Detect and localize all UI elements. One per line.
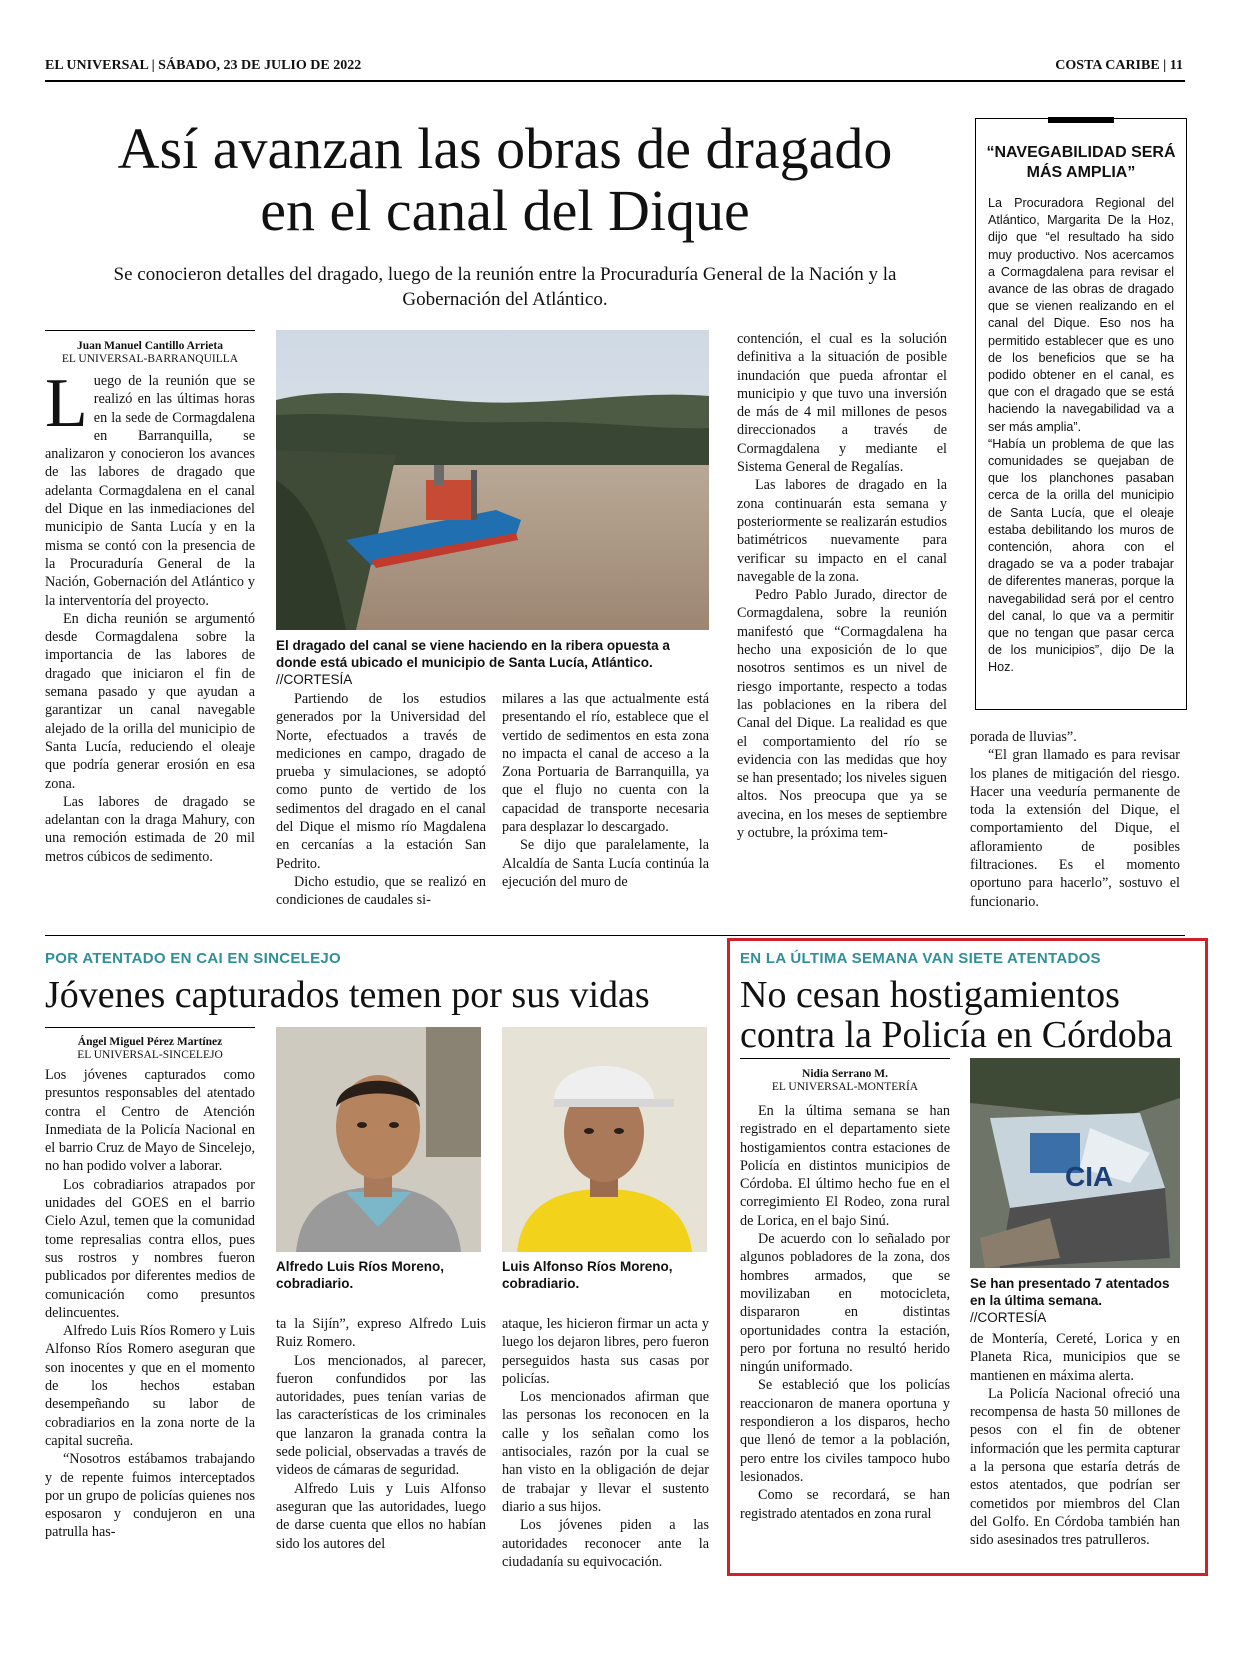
story3-headline: No cesan hostigamientos contra la Policía en Córdoba [740, 974, 1173, 1056]
story1-headline: Así avanzan las obras de dragado en el canal del Dique [117, 116, 893, 243]
sidebar-top-bar [1048, 117, 1114, 123]
story2-kicker: POR ATENTADO EN CAI EN SINCELEJO [45, 950, 342, 967]
story3-column-2 [970, 1330, 1180, 1550]
photo-sign-text: CIA [1065, 1161, 1114, 1192]
story3-caption [970, 1275, 1180, 1326]
sidebar-box [975, 118, 1187, 710]
story1-paragraph: Pedro Pablo Jurado, director de Cormagdalena, sobre la reunión manifestó que “Cormagdalena ha hecho una exposición de lo que nosotros sentimos es un nivel de riesgo importante, respecto a todas las poblaciones en la ribera del Canal del Dique. La realidad es que el comportamiento del río se evidencia con las medidas que hoy se han presentado; los niveles siguen altos. Nos preocupa que ya se avecina, en los meses de septiembre y octubre, la próxima tem- [737, 587, 947, 842]
author-org: EL UNIVERSAL-BARRANQUILLA [61, 353, 239, 365]
sidebar-text [976, 195, 1186, 677]
portrait-graphic [502, 1027, 707, 1252]
story2-paragraph: Alfredo Luis Ríos Romero y Luis Alfonso Ríos Romero aseguran que son inocentes y que en el momento de los hechos estaban desempeñando su labor de cobradiarios en la zona norte de la capital sucreña. [45, 1323, 255, 1449]
story2-paragraph: ataque, les hicieron firmar un acta y luego los dejaron libres, pero fueron perseguidos hasta sus casas por policías. [502, 1316, 709, 1387]
header-rule [45, 80, 1185, 82]
story1-deck: Se conocieron detalles del dragado, luego de la reunión entre la Procuraduría General de la Nación y la Gobernación del Atlántico. [113, 264, 897, 310]
story3-byline [740, 1068, 950, 1094]
damaged-cai-graphic [970, 1058, 1180, 1268]
byline-rule [45, 1027, 255, 1028]
sidebar-title: “NAVEGABILIDAD SERÁ MÁS AMPLIA” [986, 144, 1176, 181]
damaged-cai-photo [970, 1058, 1180, 1268]
sidebar-paragraph: “Había un problema de que las comunidades se quejaban de que los planchones pasaban cerca de la orilla del municipio de Santa Lucía, que el oleaje estaba debilitando los muros de contención, ahora con el dragado se va a poder trabajar de diferentes maneras, porque la navegabilidad será por el centro del canal, lo que va a permitir que no tengan que pasar cerca de los municipios”, dijo De la Hoz. [988, 436, 1174, 675]
story1-column-2 [276, 690, 486, 910]
story3-paragraph: De acuerdo con lo señalado por algunos pobladores de la zona, dos hombres armados, que se movilizaban en motocicleta, dispararon en distintas oportunidades contra la estación, pero por fortuna no resultó herido ningún uniformado. [740, 1231, 950, 1376]
author-name: Nidia Serrano M. [802, 1068, 888, 1080]
story1-caption [276, 637, 709, 688]
story1-column-4 [737, 330, 947, 842]
story3-paragraph: Como se recordará, se han registrado atentados en zona rural [740, 1487, 950, 1522]
caption-luis: Luis Alfonso Ríos Moreno, cobradiario. [502, 1259, 673, 1291]
story1-column-5 [970, 728, 1180, 911]
story2-paragraph: Los jóvenes capturados como presuntos responsables del atentado contra el Centro de Atención Inmediata de la Policía Nacional en el barrio Cruz de Mayo de Sincelejo, no han podido volver a laborar. [45, 1067, 255, 1175]
caption-credit: //CORTESÍA [970, 1310, 1047, 1325]
portrait-luis [502, 1027, 707, 1252]
story1-paragraph: Se dijo que paralelamente, la Alcaldía de Santa Lucía continúa la ejecución del muro de [502, 837, 709, 890]
dropcap: L [45, 365, 88, 442]
author-name: Ángel Miguel Pérez Martínez [77, 1036, 223, 1048]
story1-paragraph: Luego de la reunión que se realizó en las últimas horas en la sede de Cormagdalena en Barranquilla, se analizaron y conocieron los avances de las labores de dragado que adelanta Cormagdalena en el canal del Dique en las inmediaciones del municipio de Santa Lucía y en la misma se contó con la presencia de la Procuraduría General de la Nación, Gobernación del Atlántico y la interventoría del proyecto. [45, 365, 255, 609]
story1-paragraph: porada de lluvias”. [970, 729, 1077, 745]
author-name: Juan Manuel Cantillo Arrieta [77, 340, 223, 352]
story2-paragraph: Alfredo Luis y Luis Alfonso aseguran que las autoridades, luego de darse cuenta que ellos no habían sido los autores del [276, 1480, 486, 1552]
story1-paragraph: Partiendo de los estudios generados por la Universidad del Norte, efectuados a través de mediciones en campo, dragado de prueba y simulaciones, se adoptó como punto de vertido de los sedimentos del dragado en el canal del Dique el mismo río Magdalena en cercanías a la estación San Pedrito. [276, 691, 486, 872]
caption-text: Se han presentado 7 atentados en la última semana. [970, 1276, 1170, 1308]
story2-headline: Jóvenes capturados temen por sus vidas [45, 974, 650, 1016]
story2-paragraph: Los jóvenes piden a las autoridades reconocer ante la ciudadanía su equivocación. [502, 1517, 709, 1570]
story2-paragraph: “Nosotros estábamos trabajando y de repente fuimos interceptados por un grupo de policías quienes nos esposaron y condujeron en una patrulla has- [45, 1451, 255, 1541]
story1-paragraph: contención, el cual es la solución definitiva a la situación de posible inundación que pueda afrontar el municipio y que tuvo una inversión de más de 4 mil millones de pesos direccionados a través de Cormagdalena y mediante el Sistema General de Regalías. [737, 331, 947, 476]
caption-alfredo: Alfredo Luis Ríos Moreno, cobradiario. [276, 1259, 445, 1291]
author-org: EL UNIVERSAL-MONTERÍA [771, 1081, 919, 1093]
sidebar-paragraph: La Procuradora Regional del Atlántico, Margarita De la Hoz, dijo que “el resultado ha sido muy productivo. Nos acercamos a Cormagdalena para revisar el avance de las obras de dragado que se vienen realizando en el canal del Dique. Eso nos ha permitido establecer que es uno de los beneficios que se ha podido obtener en el canal, es que con el dragado que se está haciendo la navegabilidad va a ser más amplia”. [988, 196, 1174, 434]
story3-paragraph: Se estableció que los policías reaccionaron de manera oportuna y respondieron a los disparos, hecho que llenó de temor a la población, pero entre los civiles tampoco hubo lesionados. [740, 1377, 950, 1485]
story2-paragraph: ta la Sijín”, expreso Alfredo Luis Ruiz Romero. [276, 1316, 486, 1351]
story1-paragraph: Las labores de dragado se adelantan con la draga Mahury, con una remoción estimada de 20 mil metros cúbicos de sedimento. [45, 793, 255, 865]
story2-column-3 [502, 1315, 709, 1571]
story1-column-3 [502, 690, 709, 891]
portrait-alfredo [276, 1027, 481, 1252]
story3-column-1 [740, 1102, 950, 1523]
story2-column-1 [45, 1066, 255, 1542]
caption-credit: //CORTESÍA [276, 672, 353, 687]
page-header [45, 58, 1183, 80]
byline-rule [740, 1058, 950, 1059]
story2-paragraph: Los mencionados afirman que las personas los reconocen en la calle y los señalan como los antisociales, razón por la cual se han visto en la obligación de dejar de trabajar y llevar el sustento diario a sus hijos. [502, 1389, 709, 1515]
story1-paragraph: milares a las que actualmente está presentando el río, establece que el vertido de sedimentos en esta zona no impacta el canal de acceso a la Zona Portuaria de Barranquilla, ya que el flujo no cuenta con la capacidad de transporte necesaria para desplazar lo descargado. [502, 691, 709, 836]
story2-paragraph: Los cobradiarios atrapados por unidades del GOES en el barrio Cielo Azul, temen que la comunidad tome represalias contra ellos, pues sus rostros y nombres fueron publicados por diferentes medios de comunicación como presuntos delincuentes. [45, 1176, 255, 1321]
story1-paragraph: Dicho estudio, que se realizó en condiciones de caudales si- [276, 873, 486, 909]
dredge-photo [276, 330, 709, 630]
story3-paragraph: La Policía Nacional ofreció una recompensa de hasta 50 millones de pesos con el fin de obtener información que les permita capturar a la persona que estaría detrás de estos atentados, que podrían ser cometidos por miembros del Clan del Golfo. En Córdoba también han sido asesinados tres patrulleros. [970, 1385, 1180, 1549]
story1-paragraph: Las labores de dragado en la zona continuarán esta semana y posteriormente se realizarán estudios batimétricos nuevamente para verificar su impacto en el canal navegable de la zona. [737, 477, 947, 585]
story2-paragraph: Los mencionados, al parecer, fueron confundidos por las autoridades, pues tenían varias de las características de los criminales que lanzaron la granada contra la sede policial, observadas a través de videos de cámaras de seguridad. [276, 1352, 486, 1479]
story2-column-2 [276, 1315, 486, 1553]
dredge-photo-graphic [276, 330, 709, 630]
story1-column-1 [45, 365, 255, 866]
section-divider [45, 935, 1185, 936]
story3-paragraph: En la última semana se han registrado en el departamento siete hostigamientos contra estaciones de Policía en distintos municipios de Córdoba. El último hecho fue en el corregimiento El Rodeo, zona rural de Lorica, en el bajo Sinú. [740, 1103, 950, 1229]
story3-kicker: EN LA ÚLTIMA SEMANA VAN SIETE ATENTADOS [740, 950, 1101, 967]
story1-paragraph: “El gran llamado es para revisar los planes de mitigación del riesgo. Hacer una veeduría permanente de toda la extensión del Dique, el comportamiento del Dique, el afloramiento de posibles filtraciones. Es el momento oportuno para hacerlo”, sostuvo el funcionario. [970, 747, 1180, 910]
story1-byline [45, 340, 255, 366]
header-right: COSTA CARIBE | 11 [1055, 58, 1183, 73]
header-left: EL UNIVERSAL | SÁBADO, 23 DE JULIO DE 2022 [45, 58, 362, 73]
author-org: EL UNIVERSAL-SINCELEJO [77, 1049, 223, 1061]
caption-text: El dragado del canal se viene haciendo en la ribera opuesta a donde está ubicado el municipio de Santa Lucía, Atlántico. [276, 638, 670, 670]
story1-paragraph: En dicha reunión se argumentó desde Cormagdalena sobre la importancia de las labores de dragado que iniciaron el fin de semana pasado y que ayudan a garantizar un canal navegable alejado de la orilla del municipio de Santa Lucía, reduciendo el oleaje que podría generar erosión en esa zona. [45, 610, 255, 792]
portrait-graphic [276, 1027, 481, 1252]
byline-rule [45, 330, 255, 331]
story2-byline [45, 1036, 255, 1062]
story3-paragraph: de Montería, Cereté, Lorica y en Planeta Rica, municipios que se mantienen en máxima alerta. [970, 1331, 1180, 1384]
